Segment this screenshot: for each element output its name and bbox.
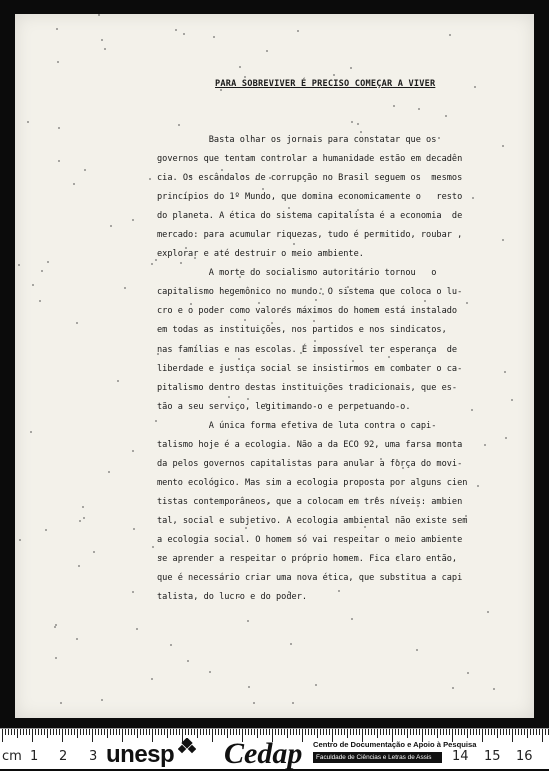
body-line: capitalismo hegemônico no mundo. O sistema que coloca o lu- bbox=[157, 287, 463, 298]
ruler-tick bbox=[431, 729, 432, 735]
ruler-tick bbox=[464, 729, 465, 735]
ruler-tick bbox=[260, 729, 261, 735]
ruler-tick bbox=[335, 729, 336, 735]
ruler-tick bbox=[359, 729, 360, 735]
cedap-logo: Cedap bbox=[224, 737, 303, 770]
ruler-tick bbox=[317, 729, 318, 738]
paper-speck bbox=[248, 686, 250, 688]
paper-speck bbox=[57, 61, 59, 63]
ruler-tick bbox=[374, 729, 375, 735]
ruler-tick bbox=[269, 729, 270, 735]
ruler-tick bbox=[296, 729, 297, 735]
ruler-tick bbox=[17, 729, 18, 738]
ruler-tick bbox=[5, 729, 6, 735]
ruler-number: 15 bbox=[484, 749, 501, 764]
ruler-tick bbox=[98, 729, 99, 735]
ruler-tick bbox=[446, 729, 447, 735]
paper-speck bbox=[297, 30, 299, 32]
ruler-tick bbox=[53, 729, 54, 735]
ruler-tick bbox=[293, 729, 294, 735]
ruler-tick bbox=[155, 729, 156, 735]
paper-speck bbox=[253, 702, 255, 704]
paper-speck bbox=[467, 672, 469, 674]
paper-speck bbox=[78, 565, 80, 567]
ruler-tick bbox=[533, 729, 534, 735]
ruler-tick bbox=[539, 729, 540, 735]
body-line: em todas as instituições, nos partidos e nos sindicatos, bbox=[157, 325, 447, 336]
ruler-tick bbox=[437, 729, 438, 738]
paper-speck bbox=[351, 618, 353, 620]
body-line: tão a seu serviço, legitimando-o e perpetuando-o. bbox=[157, 401, 411, 412]
ruler-tick bbox=[170, 729, 171, 735]
paper-speck bbox=[60, 702, 62, 704]
ruler-tick bbox=[92, 729, 93, 742]
ruler-tick bbox=[230, 729, 231, 735]
ruler-tick bbox=[248, 729, 249, 735]
ruler-tick bbox=[266, 729, 267, 735]
ruler-tick bbox=[344, 729, 345, 735]
ruler-tick bbox=[407, 729, 408, 738]
ruler-tick bbox=[326, 729, 327, 735]
unesp-logo: unesp bbox=[106, 741, 175, 768]
ruler-tick bbox=[497, 729, 498, 738]
ruler-tick bbox=[377, 729, 378, 738]
ruler-tick bbox=[299, 729, 300, 735]
ruler-tick bbox=[401, 729, 402, 735]
body-line: talista, do lucro e do poder. bbox=[157, 592, 308, 603]
body-line: mercado: para acumular riquezas, tudo é permitido, roubar , bbox=[157, 230, 463, 241]
ruler-tick bbox=[524, 729, 525, 735]
paper-speck bbox=[54, 626, 56, 628]
ruler-tick bbox=[278, 729, 279, 735]
ruler-tick bbox=[95, 729, 96, 735]
ruler-tick bbox=[86, 729, 87, 735]
ruler-tick bbox=[77, 729, 78, 738]
paper-speck bbox=[84, 169, 86, 171]
ruler-tick bbox=[47, 729, 48, 738]
ruler-tick bbox=[275, 729, 276, 735]
paper-speck bbox=[30, 431, 32, 433]
ruler-tick bbox=[368, 729, 369, 735]
paper-speck bbox=[266, 50, 268, 52]
ruler-tick bbox=[458, 729, 459, 735]
paper-speck bbox=[416, 649, 418, 651]
document-body bbox=[157, 131, 512, 607]
ruler-tick bbox=[491, 729, 492, 735]
ruler-tick bbox=[323, 729, 324, 735]
body-line: a ecologia social. O homem só vai respeitar o meio ambiente bbox=[157, 534, 463, 545]
ruler-tick bbox=[395, 729, 396, 735]
ruler-number: 1 bbox=[30, 749, 39, 764]
ruler-tick bbox=[515, 729, 516, 735]
ruler-number: 14 bbox=[452, 749, 469, 764]
ruler-tick bbox=[365, 729, 366, 735]
ruler-tick bbox=[476, 729, 477, 735]
ruler-tick bbox=[80, 729, 81, 735]
paper-speck bbox=[108, 471, 110, 473]
ruler-number: 2 bbox=[59, 749, 68, 764]
ruler-tick bbox=[38, 729, 39, 735]
paper-speck bbox=[151, 263, 153, 265]
ruler-tick bbox=[245, 729, 246, 735]
ruler-tick bbox=[161, 729, 162, 735]
paper-speck bbox=[133, 528, 135, 530]
ruler-tick bbox=[506, 729, 507, 735]
paper-speck bbox=[170, 644, 172, 646]
ruler-unit-label: cm bbox=[2, 749, 22, 764]
ruler-tick bbox=[212, 729, 213, 742]
paper-speck bbox=[351, 121, 353, 123]
ruler-tick bbox=[128, 729, 129, 735]
paper-speck bbox=[151, 678, 153, 680]
ruler-tick bbox=[485, 729, 486, 735]
ruler-tick bbox=[479, 729, 480, 735]
ruler-tick bbox=[512, 729, 513, 742]
body-line: talismo hoje é a ecologia. Não a da ECO 92, uma farsa monta bbox=[157, 439, 463, 450]
paper-speck bbox=[333, 74, 335, 76]
body-line: liberdade e justiça social se insistirmos em combater o ca- bbox=[157, 363, 463, 374]
ruler-tick bbox=[8, 729, 9, 735]
paper-speck bbox=[292, 702, 294, 704]
paper-speck bbox=[290, 643, 292, 645]
ruler-tick bbox=[314, 729, 315, 735]
paper-speck bbox=[452, 687, 454, 689]
scan-footer bbox=[0, 728, 549, 769]
ruler-tick bbox=[23, 729, 24, 735]
ruler-tick bbox=[503, 729, 504, 735]
paper-speck bbox=[350, 67, 352, 69]
paper-speck bbox=[47, 261, 49, 263]
ruler-tick bbox=[89, 729, 90, 735]
paper-speck bbox=[104, 48, 106, 50]
ruler-tick bbox=[329, 729, 330, 735]
paper-speck bbox=[18, 264, 20, 266]
paper-speck bbox=[239, 66, 241, 68]
ruler-tick bbox=[101, 729, 102, 735]
ruler-tick bbox=[347, 729, 348, 738]
ruler-tick bbox=[455, 729, 456, 735]
paper-speck bbox=[73, 183, 75, 185]
paper-speck bbox=[220, 89, 222, 91]
body-line: cro e o poder como valores máximos do homem está instalado bbox=[157, 306, 458, 317]
ruler-tick bbox=[428, 729, 429, 735]
ruler-tick bbox=[389, 729, 390, 735]
paper-speck bbox=[58, 127, 60, 129]
ruler-tick bbox=[404, 729, 405, 735]
ruler-tick bbox=[11, 729, 12, 735]
ruler-tick bbox=[203, 729, 204, 735]
paper-speck bbox=[76, 638, 78, 640]
cedap-name: Centro de Documentação e Apoio à Pesquisa bbox=[313, 740, 477, 749]
paper-speck bbox=[39, 300, 41, 302]
ruler-tick bbox=[179, 729, 180, 735]
ruler-tick bbox=[386, 729, 387, 735]
ruler-tick bbox=[140, 729, 141, 735]
ruler-tick bbox=[284, 729, 285, 735]
paper-speck bbox=[41, 270, 43, 272]
paper-speck bbox=[487, 611, 489, 613]
paper-speck bbox=[247, 620, 249, 622]
ruler-tick bbox=[20, 729, 21, 735]
ruler-tick bbox=[449, 729, 450, 735]
ruler-tick bbox=[29, 729, 30, 735]
ruler-tick bbox=[2, 729, 3, 742]
cedap-faculty: Faculdade de Ciências e Letras de Assis bbox=[313, 752, 442, 763]
body-line: princípios do 1º Mundo, que domina economicamente o resto bbox=[157, 192, 463, 203]
ruler-tick bbox=[164, 729, 165, 735]
paper-speck bbox=[79, 520, 81, 522]
paper-speck bbox=[110, 225, 112, 227]
ruler-tick bbox=[398, 729, 399, 735]
ruler-tick bbox=[224, 729, 225, 735]
ruler-tick bbox=[143, 729, 144, 735]
ruler-tick bbox=[461, 729, 462, 735]
ruler-tick bbox=[113, 729, 114, 735]
body-line: explorar e até destruir o meio ambiente. bbox=[157, 249, 364, 260]
ruler-tick bbox=[482, 729, 483, 742]
ruler-tick bbox=[56, 729, 57, 735]
ruler-tick bbox=[125, 729, 126, 735]
paper-speck bbox=[149, 178, 151, 180]
paper-speck bbox=[152, 546, 154, 548]
body-line: do planeta. A ética do sistema capitalista é a economia de bbox=[157, 211, 463, 222]
paper-speck bbox=[136, 628, 138, 630]
paper-speck bbox=[124, 287, 126, 289]
ruler-tick bbox=[521, 729, 522, 735]
ruler-tick bbox=[545, 729, 546, 735]
paper-speck bbox=[244, 76, 246, 78]
paper-speck bbox=[82, 506, 84, 508]
ruler-tick bbox=[83, 729, 84, 735]
paper-speck bbox=[418, 108, 420, 110]
ruler-tick bbox=[107, 729, 108, 738]
ruler-tick bbox=[509, 729, 510, 735]
ruler-tick bbox=[26, 729, 27, 735]
paper-speck bbox=[187, 660, 189, 662]
ruler-tick bbox=[167, 729, 168, 738]
paper-speck bbox=[175, 29, 177, 31]
ruler-tick bbox=[209, 729, 210, 735]
paper-speck bbox=[19, 539, 21, 541]
ruler-tick bbox=[173, 729, 174, 735]
body-line: A morte do socialismo autoritário tornou o bbox=[157, 268, 437, 279]
body-line: tistas contemporâneos, que a colocam em três níveis: ambien bbox=[157, 496, 463, 507]
ruler-tick bbox=[494, 729, 495, 735]
unesp-mark-icon bbox=[178, 738, 196, 756]
ruler-tick bbox=[356, 729, 357, 735]
paper-speck bbox=[493, 688, 495, 690]
body-line: nas famílias e nas escolas. É impossível ter esperança de bbox=[157, 344, 458, 355]
ruler-tick bbox=[119, 729, 120, 735]
paper-speck bbox=[393, 105, 395, 107]
paper-speck bbox=[56, 28, 58, 30]
ruler-tick bbox=[488, 729, 489, 735]
paper-speck bbox=[132, 450, 134, 452]
ruler-tick bbox=[341, 729, 342, 735]
paper-speck bbox=[76, 322, 78, 324]
ruler-tick bbox=[470, 729, 471, 735]
body-line: cia. Os escândalos de corrupção no Brasil seguem os mesmos bbox=[157, 173, 463, 184]
ruler-tick bbox=[68, 729, 69, 735]
ruler-tick bbox=[320, 729, 321, 735]
paper-speck bbox=[98, 14, 100, 16]
ruler-tick bbox=[371, 729, 372, 735]
paper-speck bbox=[45, 529, 47, 531]
ruler-tick bbox=[41, 729, 42, 735]
ruler-tick bbox=[221, 729, 222, 735]
paper-speck bbox=[132, 591, 134, 593]
body-line: A única forma efetiva de luta contra o capi- bbox=[157, 420, 437, 431]
paper-speck bbox=[449, 34, 451, 36]
body-line: mento ecológico. Mas sim a ecologia proposta por alguns cien bbox=[157, 477, 468, 488]
ruler-tick bbox=[311, 729, 312, 735]
ruler-tick bbox=[536, 729, 537, 735]
ruler-tick bbox=[527, 729, 528, 738]
ruler-tick bbox=[473, 729, 474, 735]
ruler-tick bbox=[413, 729, 414, 735]
ruler-tick bbox=[500, 729, 501, 735]
ruler-tick bbox=[146, 729, 147, 735]
ruler-tick bbox=[416, 729, 417, 735]
ruler-tick bbox=[440, 729, 441, 735]
ruler-tick bbox=[251, 729, 252, 735]
ruler-tick bbox=[467, 729, 468, 738]
paper-speck bbox=[55, 657, 57, 659]
paper-speck bbox=[183, 33, 185, 35]
paper-speck bbox=[32, 284, 34, 286]
ruler-number: 16 bbox=[516, 749, 533, 764]
ruler-tick bbox=[425, 729, 426, 735]
ruler-tick bbox=[185, 729, 186, 735]
ruler-tick bbox=[530, 729, 531, 735]
ruler-tick bbox=[131, 729, 132, 735]
ruler-tick bbox=[191, 729, 192, 735]
paper-speck bbox=[213, 36, 215, 38]
ruler-tick bbox=[44, 729, 45, 735]
ruler-tick bbox=[32, 729, 33, 742]
paper-speck bbox=[93, 551, 95, 553]
ruler-tick bbox=[236, 729, 237, 735]
ruler-tick bbox=[383, 729, 384, 735]
ruler-tick bbox=[158, 729, 159, 735]
ruler-tick bbox=[110, 729, 111, 735]
body-line: que é necessário criar uma nova ética, que substitua a capi bbox=[157, 573, 463, 584]
ruler-tick bbox=[353, 729, 354, 735]
ruler-tick bbox=[542, 729, 543, 742]
ruler-tick bbox=[74, 729, 75, 735]
ruler-tick bbox=[350, 729, 351, 735]
ruler-tick bbox=[410, 729, 411, 735]
paper-speck bbox=[27, 121, 29, 123]
paper-speck bbox=[117, 380, 119, 382]
body-line: Basta olhar os jornais para constatar que os bbox=[157, 135, 437, 145]
ruler-tick bbox=[194, 729, 195, 735]
paper-speck bbox=[178, 124, 180, 126]
ruler-tick bbox=[59, 729, 60, 735]
ruler-tick bbox=[338, 729, 339, 735]
ruler-tick bbox=[65, 729, 66, 735]
ruler-tick bbox=[263, 729, 264, 735]
ruler-tick bbox=[239, 729, 240, 735]
ruler-tick bbox=[35, 729, 36, 735]
ruler-tick bbox=[200, 729, 201, 735]
ruler-tick bbox=[176, 729, 177, 735]
ruler-tick bbox=[134, 729, 135, 735]
ruler-tick bbox=[188, 729, 189, 735]
ruler-tick bbox=[443, 729, 444, 735]
ruler-tick bbox=[281, 729, 282, 735]
ruler-tick bbox=[308, 729, 309, 735]
body-line: se aprender a respeitar o próprio homem. Fica claro então, bbox=[157, 554, 458, 565]
ruler-tick bbox=[104, 729, 105, 735]
paper-speck bbox=[132, 219, 134, 221]
ruler-tick bbox=[233, 729, 234, 735]
ruler-tick bbox=[206, 729, 207, 735]
ruler-tick bbox=[197, 729, 198, 738]
ruler-tick bbox=[290, 729, 291, 735]
paper-speck bbox=[209, 671, 211, 673]
ruler-tick bbox=[137, 729, 138, 738]
ruler-tick bbox=[518, 729, 519, 735]
ruler-tick bbox=[116, 729, 117, 735]
paper-speck bbox=[83, 517, 85, 519]
ruler-tick bbox=[419, 729, 420, 735]
paper-speck bbox=[445, 115, 447, 117]
ruler-tick bbox=[14, 729, 15, 735]
ruler-tick bbox=[218, 729, 219, 735]
paper-speck bbox=[315, 684, 317, 686]
ruler-tick bbox=[305, 729, 306, 735]
paper-speck bbox=[101, 39, 103, 41]
ruler-tick bbox=[380, 729, 381, 735]
ruler-tick bbox=[62, 729, 63, 742]
ruler-tick bbox=[71, 729, 72, 735]
body-line: da pelos governos capitalistas para anular a força do movi- bbox=[157, 458, 463, 469]
body-line: tal, social e subjetivo. A ecologia ambiental não existe sem bbox=[157, 515, 468, 526]
ruler-tick bbox=[50, 729, 51, 735]
ruler-tick bbox=[149, 729, 150, 735]
ruler-number: 3 bbox=[89, 749, 98, 764]
paper-speck bbox=[101, 699, 103, 701]
body-line: pitalismo dentro destas instituições tradicionais, que es- bbox=[157, 382, 458, 393]
ruler-tick bbox=[254, 729, 255, 735]
paper-speck bbox=[357, 123, 359, 125]
ruler-tick bbox=[215, 729, 216, 735]
body-line: governos que tentam controlar a humanidade estão em decadên bbox=[157, 154, 463, 165]
document-title: PARA SOBREVIVER É PRECISO COMEÇAR A VIVER bbox=[215, 79, 436, 89]
ruler-tick bbox=[434, 729, 435, 735]
paper-speck bbox=[58, 160, 60, 162]
